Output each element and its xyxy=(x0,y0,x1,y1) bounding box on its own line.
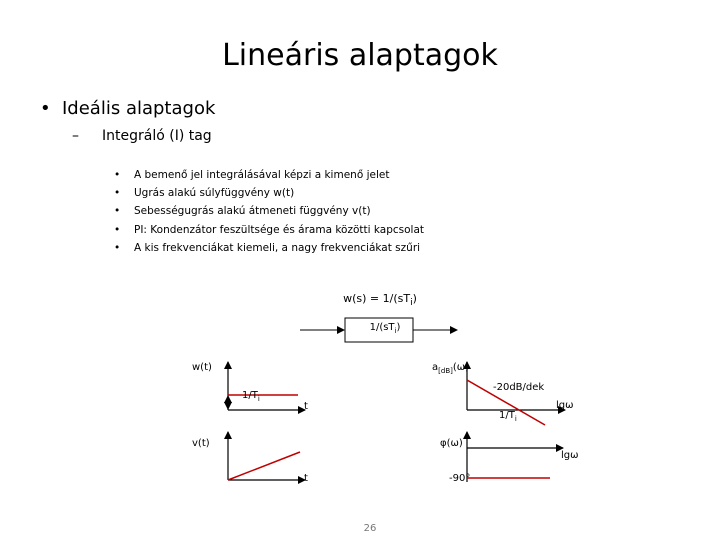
v-plot-t-label: t xyxy=(304,473,308,484)
phase-value-label: -90° xyxy=(449,473,471,484)
slide-title: Lineáris alaptagok xyxy=(222,38,498,73)
property-item: • Sebességugrás alakú átmeneti függvény v(t) xyxy=(114,205,371,218)
v-plot-label: v(t) xyxy=(192,438,210,449)
w-plot-t-label: t xyxy=(304,401,308,412)
amplitude-axis-label: lgω xyxy=(556,400,574,411)
w-plot-height-label: $1/T_i$ xyxy=(242,390,260,403)
w-plot-label: w(t) xyxy=(192,362,212,373)
phase-label: φ(ω) xyxy=(440,438,463,449)
property-item: • A kis frekvenciákat kiemeli, a nagy frekvenciákat szűri xyxy=(114,241,421,254)
step-response-ramp xyxy=(228,452,300,480)
slope-label: -20dB/dek xyxy=(493,382,545,393)
block-label: $1/(sT_i)$ xyxy=(369,322,401,335)
subbullet-dash: – xyxy=(72,128,79,144)
bullet-dot: • xyxy=(40,98,51,119)
bullet-text: Ideális alaptagok xyxy=(62,98,216,119)
subbullet-text: Integráló (I) tag xyxy=(102,128,212,144)
property-item: • PI: Kondenzátor feszültsége és árama közötti kapcsolat xyxy=(114,223,425,236)
transfer-function-formula: $w(s) = 1/(sT_i)$ xyxy=(343,292,417,309)
amplitude-crossover-label: $1/T_i$ xyxy=(499,410,517,423)
property-item: • A bemenő jel integrálásával képzi a kimenő jelet xyxy=(114,169,390,181)
page-number: 26 xyxy=(363,523,377,534)
phase-axis-label: lgω xyxy=(561,450,579,461)
amplitude-label: $a_{[dB]}(\omega)$ xyxy=(432,362,470,375)
property-item: • Ugrás alakú súlyfüggvény w(t) xyxy=(114,187,295,200)
